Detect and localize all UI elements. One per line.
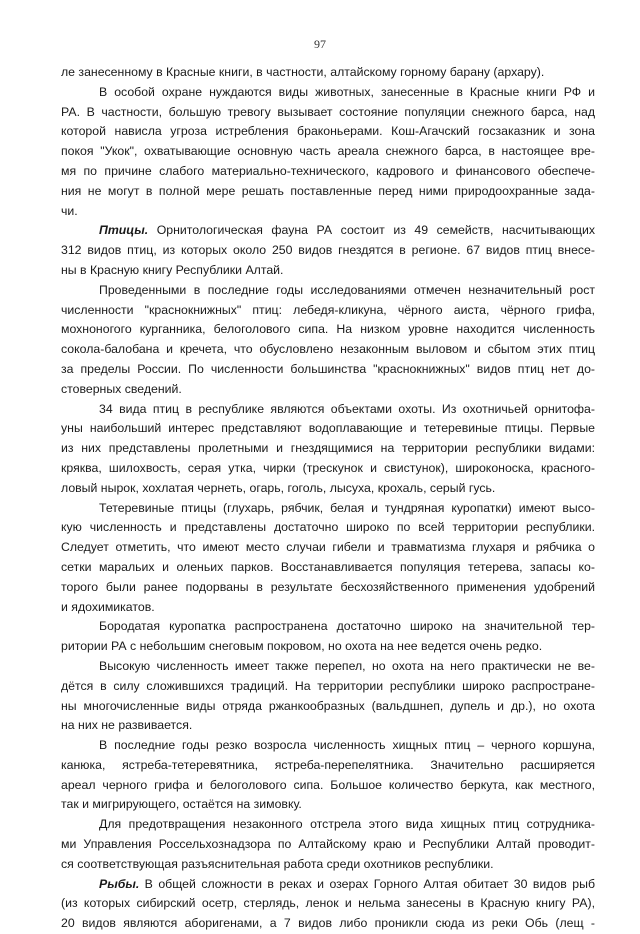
text-line: ны в Красную книгу Республики Алтай. <box>61 262 284 277</box>
text-line: чи. <box>61 203 78 218</box>
text-line: Для предотвращения незаконного отстрела этого вида хищных птиц сотрудника- <box>99 817 595 832</box>
text-line: РА. В частности, большую тревогу вызывает состояние популяции снежного барса, над <box>61 104 595 119</box>
text-line: на них не развивается. <box>61 718 193 733</box>
text-line: мохноногого курганника, белоголового сипа. На низком уровне находится численность <box>61 322 595 337</box>
text-line: Птицы. Орнитологическая фауна РА состоит из 49 семейств, насчитывающих <box>99 223 595 238</box>
text-line: за пределы России. По численности большинства "краснокнижных" видов птиц нет до- <box>61 361 595 376</box>
text-line: ны многочисленные виды отряда ржанкообразных (вальдшнеп, дупель и др.), но охота <box>61 698 595 713</box>
paragraph <box>61 875 595 934</box>
text-line: Рыбы. В общей сложности в реках и озерах Горного Алтая обитает 30 видов рыб <box>99 876 595 891</box>
text-line: ми Управления Россельхознадзора по Алтайскому краю и Республики Алтай проводит- <box>61 837 595 852</box>
text-line: Проведенными в последние годы исследованиями отмечен незначительный рост <box>99 282 595 297</box>
text-line: ле занесенному в Красные книги, в частности, алтайскому горному барану (архару). <box>61 65 545 79</box>
text-line: В особой охране нуждаются виды животных, занесенные в Красные книги РФ и <box>99 84 595 99</box>
paragraph <box>61 83 595 222</box>
text-line: Следует отметить, что имеют место случаи гибели и травматизма глухаря и рябчика о <box>61 540 595 555</box>
paragraph <box>61 63 595 83</box>
text-line: кую численность и представлены достаточно широко по всей территории республики. <box>61 520 595 535</box>
text-line: ловый нырок, хохлатая чернеть, огарь, гоголь, лысуха, крохаль, серый гусь. <box>61 480 496 495</box>
text-line: ся соответствующая разъяснительная работа среди охотников республики. <box>61 856 494 871</box>
text-line: ния не могут в полной мере решать поставленные перед ними природоохранные зада- <box>61 183 595 198</box>
text-line: (из которых сибирский осетр, стерлядь, ленок и нельма занесены в Красную книгу РА), <box>61 896 595 911</box>
text-line: торого были ранее подорваны в результате бесхозяйственного применения удобрений <box>61 579 595 594</box>
paragraph <box>61 499 595 618</box>
text-line: и ядохимикатов. <box>61 599 155 614</box>
text-line: кряква, шилохвость, серая утка, чирки (трескунок и свистунок), широконоска, красного- <box>61 460 595 475</box>
text-line: численности "краснокнижных" птиц: лебедя-кликуна, чёрного аиста, чёрного грифа, <box>61 302 595 317</box>
page-number: 97 <box>314 37 326 51</box>
paragraph <box>61 400 595 499</box>
paragraph <box>61 617 595 657</box>
text-line: ареал черного грифа и белоголового сипа. Большое количество беркута, как местного, <box>61 777 595 792</box>
text-line: стоверных сведений. <box>61 381 182 396</box>
text-line: В последние годы резко возросла численность хищных птиц – черного коршуна, <box>99 738 595 753</box>
text-line: Тетеревиные птицы (глухарь, рябчик, белая и тундряная куропатки) имеют высо- <box>99 500 595 515</box>
text-line: уны наибольший интерес представляют водоплавающие и тетеревиные птицы. Первые <box>61 421 595 436</box>
paragraph <box>61 736 595 815</box>
paragraph <box>61 815 595 874</box>
text-line: из них представлены пролетными и гнездящимися на территории республики видами: <box>61 441 595 456</box>
text-line: мя по причине слабого материально-технического, кадрового и финансового обеспече- <box>61 163 595 178</box>
section-lead-heading: Птицы. <box>99 223 149 238</box>
text-line: канюка, ястреба-тетеревятника, ястреба-перепелятника. Значительно расширяется <box>61 757 595 772</box>
page-body <box>61 63 595 934</box>
text-line: 312 видов птиц, из которых около 250 видов гнездятся в регионе. 67 видов птиц внесе- <box>61 243 595 258</box>
section-lead-heading: Рыбы. <box>99 876 140 891</box>
paragraph <box>61 657 595 736</box>
text-line: 34 вида птиц в республике являются объектами охоты. Из охотничьей орнитофа- <box>99 401 595 416</box>
paragraph <box>61 281 595 400</box>
text-line: так и мигрирующего, остаётся на зимовку. <box>61 797 302 812</box>
text-line: дётся в силу сложившихся традиций. На территории республики широко распростране- <box>61 678 595 693</box>
text-line: 20 видов являются аборигенами, а 7 видов либо проникли сюда из реки Обь (лещ - <box>61 916 595 931</box>
paragraph <box>61 221 595 280</box>
text-line: сетки маральих и оленьих парков. Восстанавливается популяция тетерева, запасы ко- <box>61 559 595 574</box>
text-line: сокола-балобана и кречета, что обусловлено незаконным выловом и сбытом этих птиц <box>61 342 595 357</box>
text-line: покоя "Укок", охватывающие основную часть ареала снежного барса, в настоящее вре- <box>61 144 595 159</box>
text-line: ритории РА с небольшим снеговым покровом, но охота на нее ведется очень редко. <box>61 639 543 654</box>
text-line: Высокую численность имеет также перепел, но охота на него практически не ве- <box>99 658 595 673</box>
text-line: Бородатая куропатка распространена достаточно широко на значительной тер- <box>99 619 595 634</box>
text-line: которой нависла угроза истребления браконьерами. Кош-Агачский госзаказник и зона <box>61 124 595 139</box>
